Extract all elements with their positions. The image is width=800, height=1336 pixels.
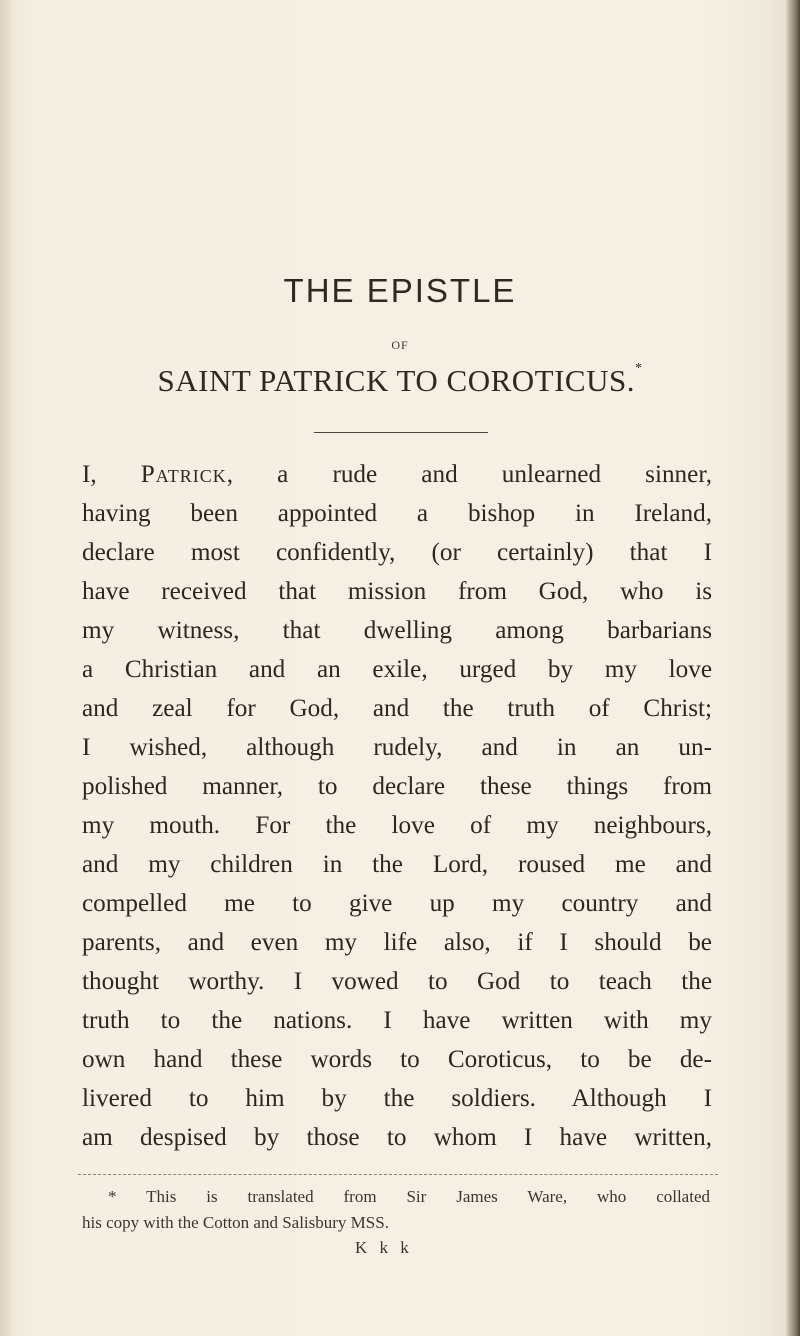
body-line: polished manner, to declare these things from: [82, 773, 712, 800]
footnote-line: his copy with the Cotton and Salisbury MSS.: [82, 1213, 389, 1232]
body-line: truth to the nations. I have written with my: [82, 1007, 712, 1034]
page-title: THE EPISTLE: [283, 272, 517, 309]
first-line-suffix: , a rude and unlearned sinner,: [226, 461, 712, 488]
page-edge: [786, 0, 800, 1336]
epistle-body: [82, 455, 712, 1157]
footnote-marker: *: [634, 361, 643, 376]
page-subtitle: [0, 363, 800, 399]
body-line: and my children in the Lord, roused me and: [82, 851, 712, 878]
footnote: [82, 1184, 710, 1236]
footnote-divider: [78, 1174, 718, 1175]
body-line: [82, 455, 712, 494]
body-line: thought worthy. I vowed to God to teach the: [82, 968, 712, 995]
author-name: Patrick: [140, 461, 227, 488]
title-connector: OF: [391, 338, 409, 352]
body-line: compelled me to give up my country and: [82, 890, 712, 917]
footnote-line: * This is translated from Sir James Ware, who collated: [108, 1187, 710, 1206]
title-divider: [314, 432, 488, 433]
body-line: declare most confidently, (or certainly) that I: [82, 539, 712, 566]
page-gutter: [0, 0, 12, 1336]
body-line: having been appointed a bishop in Ireland,: [82, 500, 712, 527]
printer-signature-mark: K k k: [355, 1238, 413, 1257]
body-line: a Christian and an exile, urged by my love: [82, 656, 712, 683]
body-line: own hand these words to Coroticus, to be de-: [82, 1046, 712, 1073]
body-line: my mouth. For the love of my neighbours,: [82, 812, 712, 839]
body-line: am despised by those to whom I have written,: [82, 1124, 712, 1151]
body-line: livered to him by the soldiers. Although I: [82, 1085, 712, 1112]
subtitle-text: SAINT PATRICK TO COROTICUS.: [157, 363, 635, 398]
body-line: and zeal for God, and the truth of Christ;: [82, 695, 712, 722]
first-line-prefix: I,: [82, 461, 141, 488]
body-line: parents, and even my life also, if I should be: [82, 929, 712, 956]
body-line: I wished, although rudely, and in an un-: [82, 734, 712, 761]
body-line: have received that mission from God, who is: [82, 578, 712, 605]
body-line: my witness, that dwelling among barbarians: [82, 617, 712, 644]
